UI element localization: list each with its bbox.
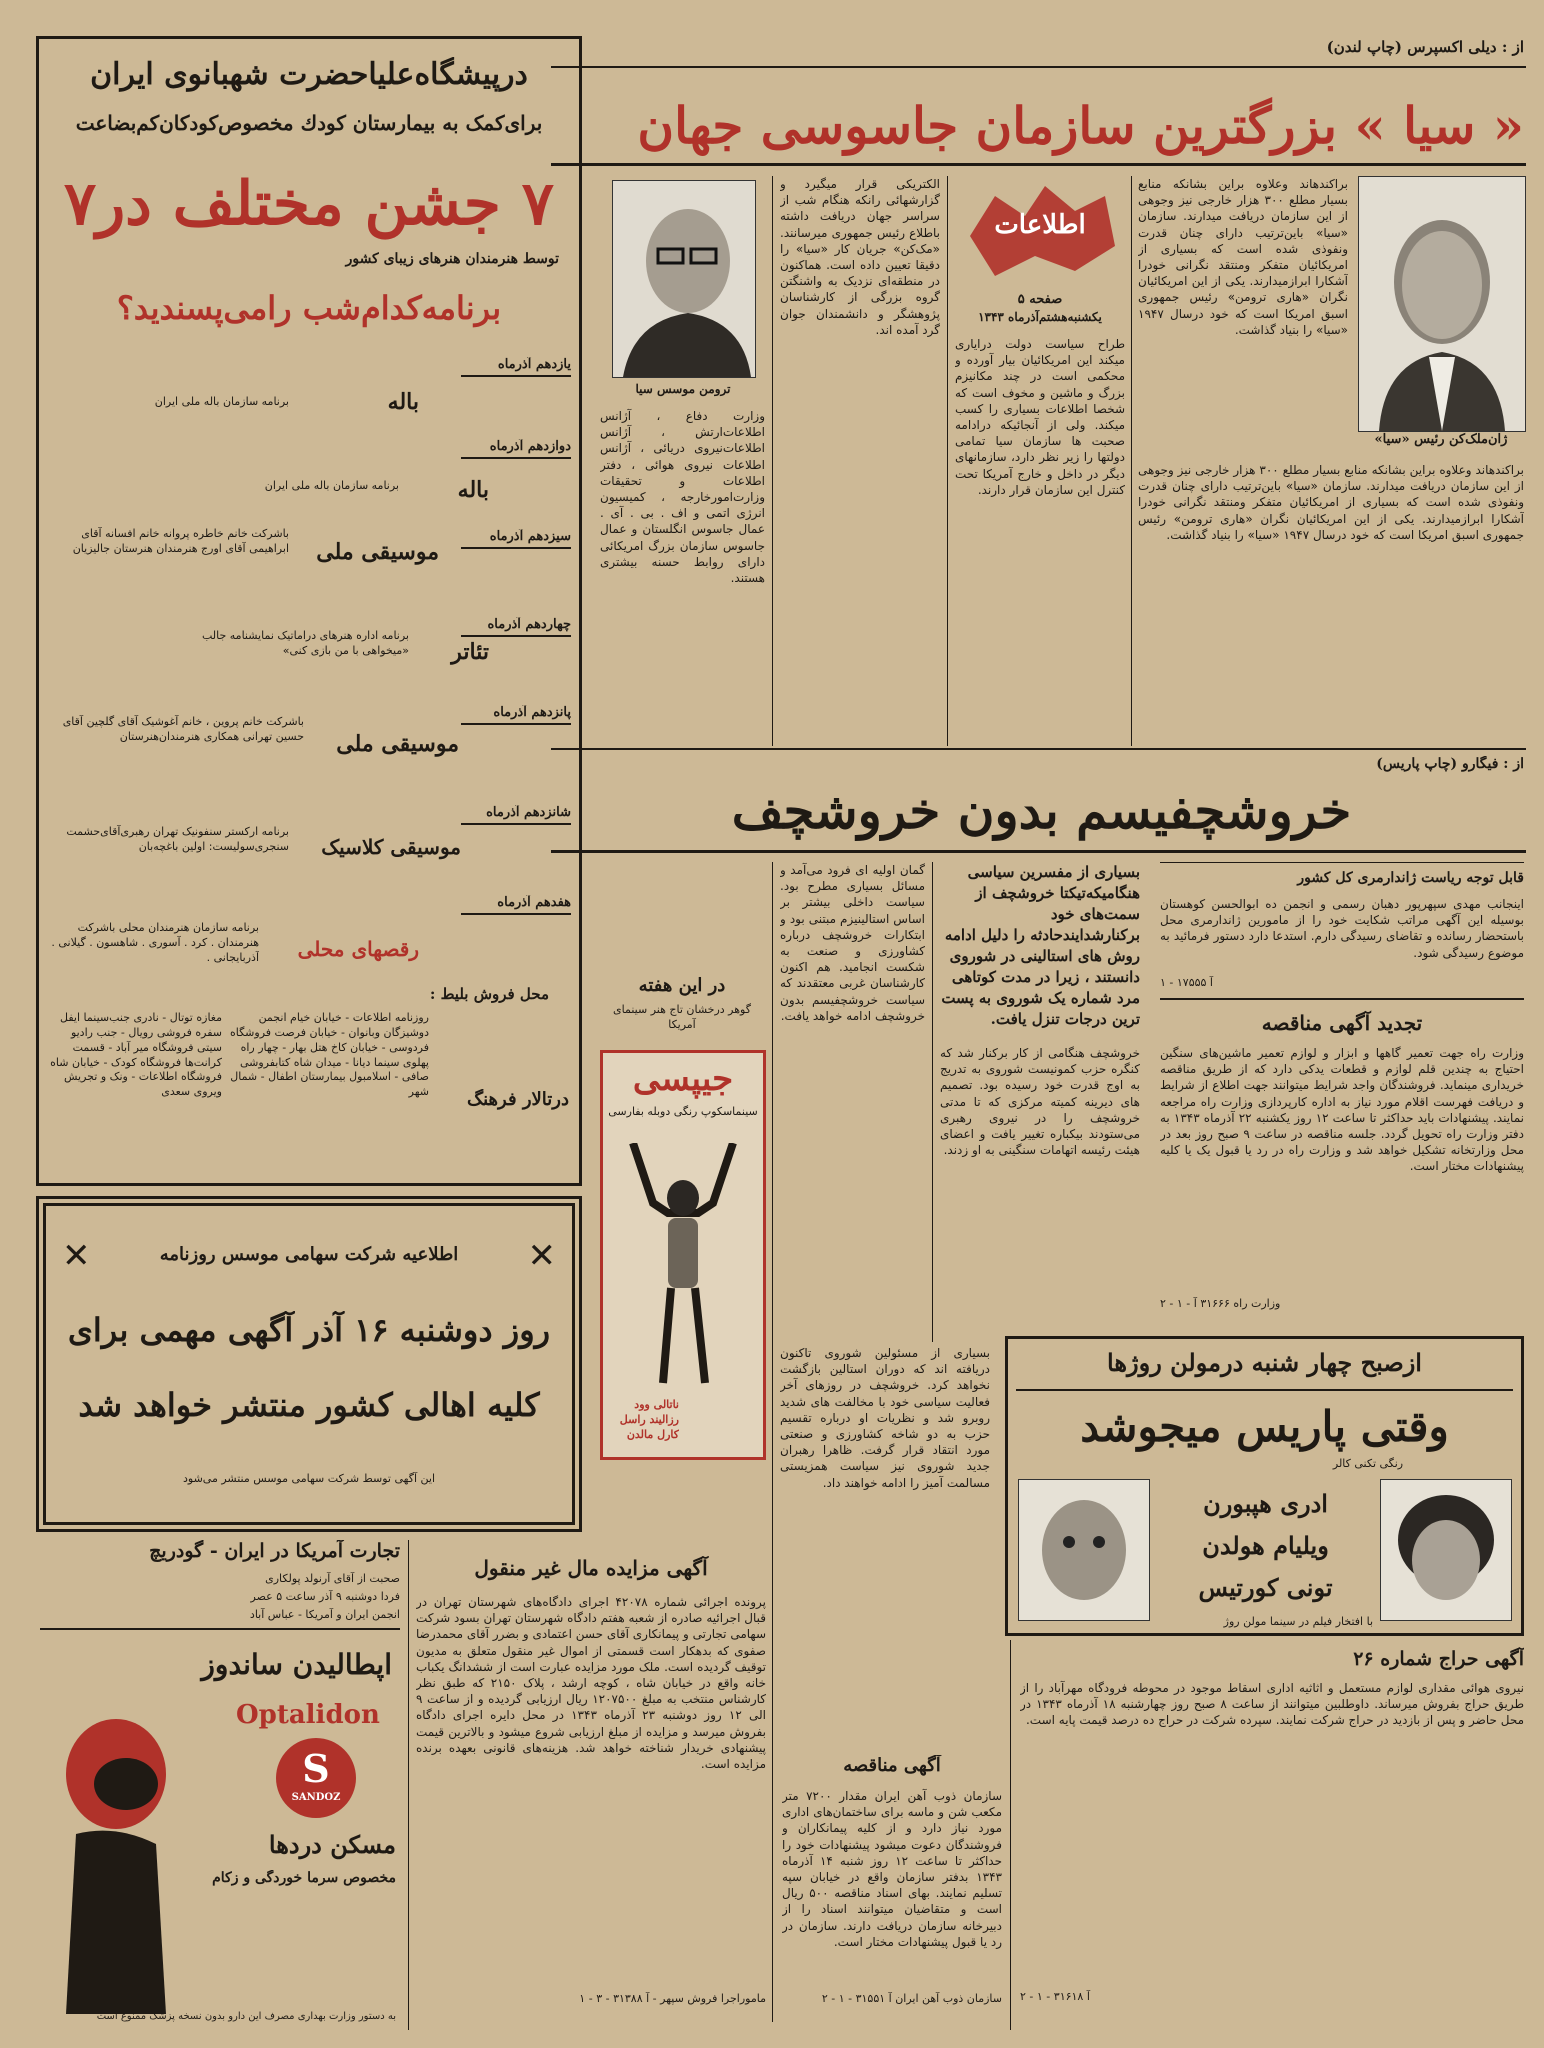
tender-renew-footer: وزارت راه ۳۱۶۶۶ آ - ۱ - ۲ [1160,1297,1281,1310]
night-detail: برنامه سازمان باله ملی ایران [154,395,289,408]
optalidon-brand-en: Optalidon [236,1700,380,1730]
khrushchev-col3: بسیاری از مسئولین شوروی تاکنون دریافته اند که دوران استالین بازگشت نخواهد کرد. خروشچف در روزهای آخر فعالیت سیاسی خود با مخالفت های شدید روبرو شد و نظریات او درباره تقسیم حزب به دو شاخه کشاورزی و صنعتی مورد انتقاد قرار گرفت. ظاهرا رهبران جدید شوروی نیز سیاست همزیستی مسالمت آمیز را ادامه خواهند داد. [780,1346,990,1490]
sandoz-s-icon: S [302,1746,330,1791]
night-title: موسیقی کلاسیک [321,835,461,859]
actor-photo [1018,1479,1150,1621]
divider [551,66,1526,68]
divider [551,748,1526,750]
trade-line3: انجمن ایران و آمریکا - عباس آباد [249,1608,400,1621]
tender-mid-body: سازمان ذوب آهن ایران مقدار ۷۲۰۰ متر مکعب شن و ماسه برای ساختمان‌های اداری مورد نیاز دارد و از کلیه پیمانکاران و فروشندگان دعوت میشود پیشنهادات خود را حداکثر تا ساعت ۱۲ روز شنبه ۱۴ آذرماه ۱۳۴۳ بدفتر سازمان واقع در خیابان سپه تسلیم نمایند. بهای اسناد مناقصه ۵۰۰ ریال است و متقاضیان میتوانند اسناد را از دبیرخانه سازمان دریافت دارند. سازمان در رد یا قبول پیشنهادات مختار است. [782,1789,1002,1949]
column-rule [408,1540,409,2030]
film-small-heading: در این هفته [638,975,726,996]
auction-title: آگهی مزایده مال غیر منقول [474,1556,708,1580]
column-rule [1131,176,1132,746]
tender-mid-footer: سازمان ذوب آهن ایران آ ۳۱۵۵۱ - ۱ - ۲ [821,1992,1002,2005]
page-info: صفحه ۵ [1017,292,1063,307]
issue-date: یکشنبه‌هشتم‌آذرماه ۱۳۴۳ [978,310,1102,324]
cia-col1b: براکندهاند وعلاوه براین بشانکه منابع بسیار مطلع ۳۰۰ هزار خارجی نیز وجوهی از این سازمان دریافت میدارند. سازمان «سیا» باین‌ترتیب دارای چنان قدرت ونفوذی شده است که بسیاری از امریکائیان متفکر ومنتقد نگرانی خودرا آشکارا ابرازمیدارند. یکی از این امریکائیان نگران «هاری ترومن» رئیس جمهوری اسبق امریکا است که خود درسال ۱۹۴۷ «سیا» را بنیاد گذاشت. [1138,463,1524,542]
tender-mid-title: آگهی مناقصه [843,1755,941,1776]
night-title: باله [387,389,419,415]
night-day: دوازدهم آذرماه [461,439,571,459]
star3: تونی کورتیس [1198,1573,1333,1602]
khrushchev-headline: خروشچفیسم بدون خروشچف [731,781,1352,840]
divider [40,1628,400,1630]
truman-photo [612,180,756,378]
source-line: از : دیلی اکسپرس (چاپ لندن) [1326,38,1524,56]
column-rule [1010,1640,1011,2030]
divider [1016,1389,1513,1391]
khrushchev-col2: گمان اولیه ای فرود می‌آمد و مسائل بسیاری مطرح بود. سیاست داخلی بیشتر بر اساس استالینیزم مبتنی بود و ابتکارات خروشچف درباره کشاورزی و صنعت به شکست انجامید. هم اکنون کارشناسان غربی معتقدند که سیاست خروشچفیسم بدون خروشچف ادامه خواهد یافت. [780,863,925,1023]
night-detail: باشرکت خانم خاطره پروانه خانم افسانه آقای ابراهیمی آقای اورج هنرمندان هنرستان جالیزیان [72,527,289,555]
optalidon-brand-fa: اپطالیدن ساندوز [201,1648,392,1681]
announce-footer: آ ۱۷۵۵۵ - ۱ [1160,976,1213,989]
column-rule [772,176,773,746]
trade-title: تجارت آمریکا در ایران - گودریچ [149,1540,400,1562]
auction26-title: آگهی حراج شماره ۲۶ [1353,1648,1524,1670]
empress-ad [36,36,582,1186]
night-day: شانزدهم آذرماه [461,805,571,825]
optalidon-slogan1: مسکن دردها [268,1830,396,1859]
venue: درتالار فرهنگ [467,1089,569,1110]
notice16-box [36,1196,582,1532]
star2: ویلیام هولدن [1202,1531,1329,1560]
star1: ادری هپبورن [1203,1489,1328,1518]
tickets-right: روزنامه اطلاعات - خیابان خیام انجمن دوشیزگان وبانوان - خیابان فرصت فروشگاه فردوسی - خیابان کاخ هتل بهار - چهار راه پهلوی سینما دیانا - میدان شاه کتابفروشی صافی - اسلامبول بیمارستان اطفال - شمال شهر [229,1011,429,1099]
column-rule [772,862,773,2022]
column-rule [932,862,933,1342]
night-detail: برنامه اداره هنرهای دراماتیک نمایشنامه جالب «میخواهی با من بازی کنی» [201,629,409,657]
auction26-body: نیروی هوائی مقداری لوازم مستعمل و اثاثیه اداری اسقاط موجود در محوطه فرودگاه مهرآباد را از طریق حراج بفروش میرساند. داوطلبین میتوانند از ساعت ۸ صبح روز چهارشنبه ۱۸ آذرماه ۱۳۴۳ در محل حاضر و پس از بازدید در حراج شرکت نمایند. سپرده شرکت در حراج ده درصد قیمت پایه است. [1020,1681,1524,1728]
divider [1160,862,1524,863]
notice16-small-top: اطلاعیه شرکت سهامی موسس روزنامه [159,1244,459,1265]
director-photo [1358,176,1526,432]
cia-headline: « سیا » بزرگترین سازمان جاسوسی جهان [637,96,1524,155]
cia-col4: وزارت دفاع ، آژانس اطلاعات‌ارتش ، آژانس اطلاعات‌نیروی دریائی ، آژانس اطلاعات نیروی هوائی ، دفتر اطلاعات و تحقیقات وزارت‌امورخارجه ، کمیسیون انرژی اتمی و اف . بی . آی . عمال جاسوس انگلستان و عمال جاسوس سازمان بزرگ امریکائی دارای روابط حسنه بیشتری هستند. [600,409,765,585]
cia-col2: طراح سیاست دولت درایاری میکند این امریکائیان بیار آورده و محکمی است در چند مکانیزم بزرگ و ماشین و مخوف است که شخصا اطلاعات بسیاری را کسب میکند. ولی از آنجائیکه درادامه صحبت ها سازمان سیا تمامی دولتها را زیر نظر دارد، سازمانهای دیگر در داخل و خارج آمریکا تحت کنترل این سازمان قرار دارند. [955,337,1125,497]
optalidon-footer: به دستور وزارت بهداری مصرف این دارو بدون نسخه پزشک ممنوع است [96,2011,396,2022]
sandoz-text: SANDOZ [291,1792,341,1803]
column-rule [947,176,948,746]
night-detail: برنامه سازمان باله ملی ایران [264,479,399,492]
sandoz-logo [276,1738,356,1818]
figaro-source: از : فیگارو (چاپ پاریس) [1376,756,1524,772]
notice16-small-bottom: این آگهی توسط شرکت سهامی موسس منتشر می‌شود [182,1472,435,1485]
night-day: هفدهم آذرماه [461,895,571,915]
auction-footer: ماموراجرا فروش سپهر - آ ۳۱۳۸۸ - ۳ - ۱ [579,1992,766,2005]
optalidon-ad [36,1634,402,2034]
tender-renew-title: تجدید آگهی مناقصه [1261,1011,1423,1035]
night-title: موسیقی ملی [336,731,459,757]
trade-line1: صحبت از آقای آرنولد پولکاری [265,1572,400,1585]
empress-line1: درپیشگاه‌علیاحضرت شهبانوی ایران [90,57,528,92]
divider [551,163,1526,166]
man-illustration [36,1704,216,2014]
announce-body: اینجانب مهدی سپهرپور دهبان رسمی و انجمن ده ابوالحسن کوهستان بوسیله این آگهی مراتب شکایت خود را از مامورین ژاندارمری محل باستحضار رسانده و تقاضای رسیدگی دارم. استدعا دارد دستور فرمائید به موضوع رسیدگی شود. [1160,897,1524,960]
film-big-sub: رنگی تکنی کالر [1332,1457,1404,1470]
khrushchev-sub: بسیاری از مفسرین سیاسی هنگامیکه‌تیکتا خروشچف از سمت‌های خود برکنارشدایندحادثه را دلیل ادامه روش های استالینی در شوروی دانستند ، زیرا در مدت کوتاهی مرد شماره یک شوروی به پست ترین درجات تنزل یافت. [941,863,1140,1028]
night-day: چهاردهم آذرماه [461,617,571,637]
film-big-title: وقتی پاریس میجوشد [1080,1402,1449,1451]
film-small-sub: گوهر درخشان تاج هنر سینمای آمریکا [613,1003,751,1031]
notice16-main2: کلیه اهالی کشور منتشر خواهد شد [78,1386,540,1424]
optalidon-slogan2: مخصوص سرما خوردگی و زکام [212,1870,396,1886]
night-day: پانزدهم آذرماه [461,705,571,725]
film-ad-big [1005,1336,1524,1636]
dancer-figure [613,1143,753,1393]
cia-col1: براکندهاند وعلاوه براین بشانکه منابع بسیار مطلع ۳۰۰ هزار خارجی نیز وجوهی از این سازمان دریافت میدارند. سازمان «سیا» باین‌ترتیب دارای چنان قدرت ونفوذی شده است که بسیاری از امریکائیان متفکر ومنتقد نگرانی خودرا آشکارا ابرازمیدارند. یکی از این امریکائیان نگران «هاری ترومن» رئیس جمهوری اسبق امریکا است که خود درسال ۱۹۴۷ «سیا» را بنیاد گذاشت. [1138,177,1348,337]
trade-line2: فردا دوشنبه ۹ آذر ساعت ۵ عصر [250,1590,400,1603]
film-big-bottom: با افتخار فیلم در سینما مولن روژ [1223,1615,1373,1628]
empress-line2: برای‌کمک به بیمارستان کودك مخصوص‌کودکان‌کم‌بضاعت [75,111,543,135]
cia-col3: الکتریکی قرار میگیرد و گزارشهائی رانکه هنگام شب از سراسر جهان دریافت داشته باطلاع رئیس جمهوری میرسانند. «مک‌کن» جریان کار «سیا» را دقیقا تعیین داده است. هماکنون در منطقه‌ای نزدیک به واشنگتن گروه بزرگی از کارشناسان پژوهشگر و دانشمندان جوان گرد آمده اند. [780,177,940,337]
gypsy-poster [600,1050,766,1460]
gypsy-title: جیپسی [632,1059,734,1099]
night-detail: برنامه سازمان هنرمندان محلی باشرکت هنرمندان . کرد . آسوری . شاهسون . گیلانی . آذربایجانی . [51,921,259,964]
night-title: رقصهای محلی [297,937,419,961]
night-title: تئاتر [451,639,489,665]
night-day: سیزدهم آذرماه [461,529,571,549]
windmill-icon: ✕ [62,1236,91,1276]
ettelaat-logo-text: اطلاعات [994,210,1086,240]
empress-line5: برنامه‌کدام‌شب را‌می‌پسندید؟ [116,289,502,327]
tickets-heading: محل فروش بلیط : [429,985,549,1003]
khrushchev-col1: خروشچف هنگامی از کار برکنار شد که کنگره حزب کمونیست شوروی به تدریج به اوج قدرت خود رسیده بود. تصمیم های دیرینه کمیته مرکزی که تا مدتی خروشچف را در نیروی رهبری می‌ستودند بیکباره تغییر یافت و اعضای هیئت رئیسه اتهامات سنگینی به او زدند. [940,1046,1140,1158]
divider [551,850,1526,853]
empress-line4: توسط هنرمندان هنرهای زیبای کشور [345,251,559,267]
night-detail: باشرکت خانم پروین ، خانم آغوشیک آقای گلچین آقای حسین تهرانی همکاری هنرمندان‌هنرستان [62,715,304,743]
night-day: یازدهم آذرماه [461,357,571,377]
tickets-left: مغازه توتال - نادری جنب‌سینما ایفل سفره فروشی رویال - جنب رادیو سیتی فروشگاه میر آباد - قسمت کرانت‌ها فروشگاه کودک - خیابان شاه فروشگاه اطلاعات - ونک و تجریش ویروی سعدی [50,1011,222,1099]
auction-body: پرونده اجرائی شماره ۴۲۰۷۸ اجرای دادگاه‌های شهرستان تهران در قبال اجرائیه صادره از شعبه هفتم دادگاه شهرستان تهران بسود شرکت سهامی تجارتی و پیمانکاری آقای حسن اعتمادی و بضرر آقای محمدرضا صفوی که بدهکار است قسمتی از اموال غیر منقول متعلق به مدیون توقیف گردیده است. ملک مورد مزایده عبارت است از ششدانگ یکباب خانه واقع در خیابان شاه ، کوچه ارشد ، پلاک ۲۱۵۰ که طبق نظر کارشناس منتخب به مبلغ ۱۲۰۷۵۰۰ ریال ارزیابی گردیده و از ساعت ۹ الی ۱۲ روز دوشنبه ۲۳ آذرماه ۱۳۴۳ در محل دایره اجرای دادگاه بفروش میرسد و مزایده از مبلغ ارزیابی شروع میشود و بالاترین قیمت پیشنهادی خریدار شناخته خواهد شد. هزینه‌های قانونی بعهده برنده مزایده است. [416,1595,766,1771]
night-title: باله [457,477,489,503]
windmill-icon: ✕ [527,1236,556,1276]
announce-title: قابل توجه ریاست ژاندارمری کل کشور [1297,870,1524,886]
truman-caption: ترومن موسس سیا [635,382,731,396]
gypsy-sub: سینماسکوپ رنگی دوبله بفارسی [608,1105,758,1118]
actress-photo [1380,1479,1512,1621]
night-detail: برنامه ارکستر سنفونیک تهران رهبری‌آقای‌حشمت سنجری‌سولیست: اولین باغچه‌بان [66,825,289,853]
auction26-footer: آ ۳۱۶۱۸ - ۱ - ۲ [1020,1990,1090,2003]
gypsy-bottom: ناتالی وود رزالیند راسل کارل مالدن [619,1398,679,1441]
night-title: موسیقی ملی [316,539,439,565]
notice16-main1: روز دوشنبه ۱۶ آذر آگهی مهمی برای [67,1311,551,1349]
film-big-top: ازصبح چهار شنبه درمولن روژها [1107,1348,1422,1377]
empress-line3: ۷ جشن مختلف در۷ [63,169,555,239]
tender-renew-body: وزارت راه جهت تعمیر گاهها و ابزار و لوازم تعمیر ماشین‌های سنگین احتیاج به چندین قلم لوازم و قطعات یدکی دارد که از طریق مناقصه خریداری مینماید. فروشندگان واجد شرایط میتوانند جهت اطلاع از شرایط و دریافت فهرست اقلام مورد نیاز به اداره کارپردازی وزارت راه مراجعه نمایند. پیشنهادات باید حداکثر تا ساعت ۱۲ روز یکشنبه ۲۲ آذرماه ۱۳۴۳ به دفتر وزارت راه تحویل گردد. جلسه مناقصه در ساعت ۹ صبح روز بعد در محل وزارتخانه تشکیل خواهد شد و وزارت راه در رد یا قبول یک یا کلیه پیشنهادات مختار است. [1160,1046,1524,1174]
divider [1160,998,1524,1000]
director-caption: ژان‌ملک‌کن رئیس «سیا» [1374,432,1508,447]
